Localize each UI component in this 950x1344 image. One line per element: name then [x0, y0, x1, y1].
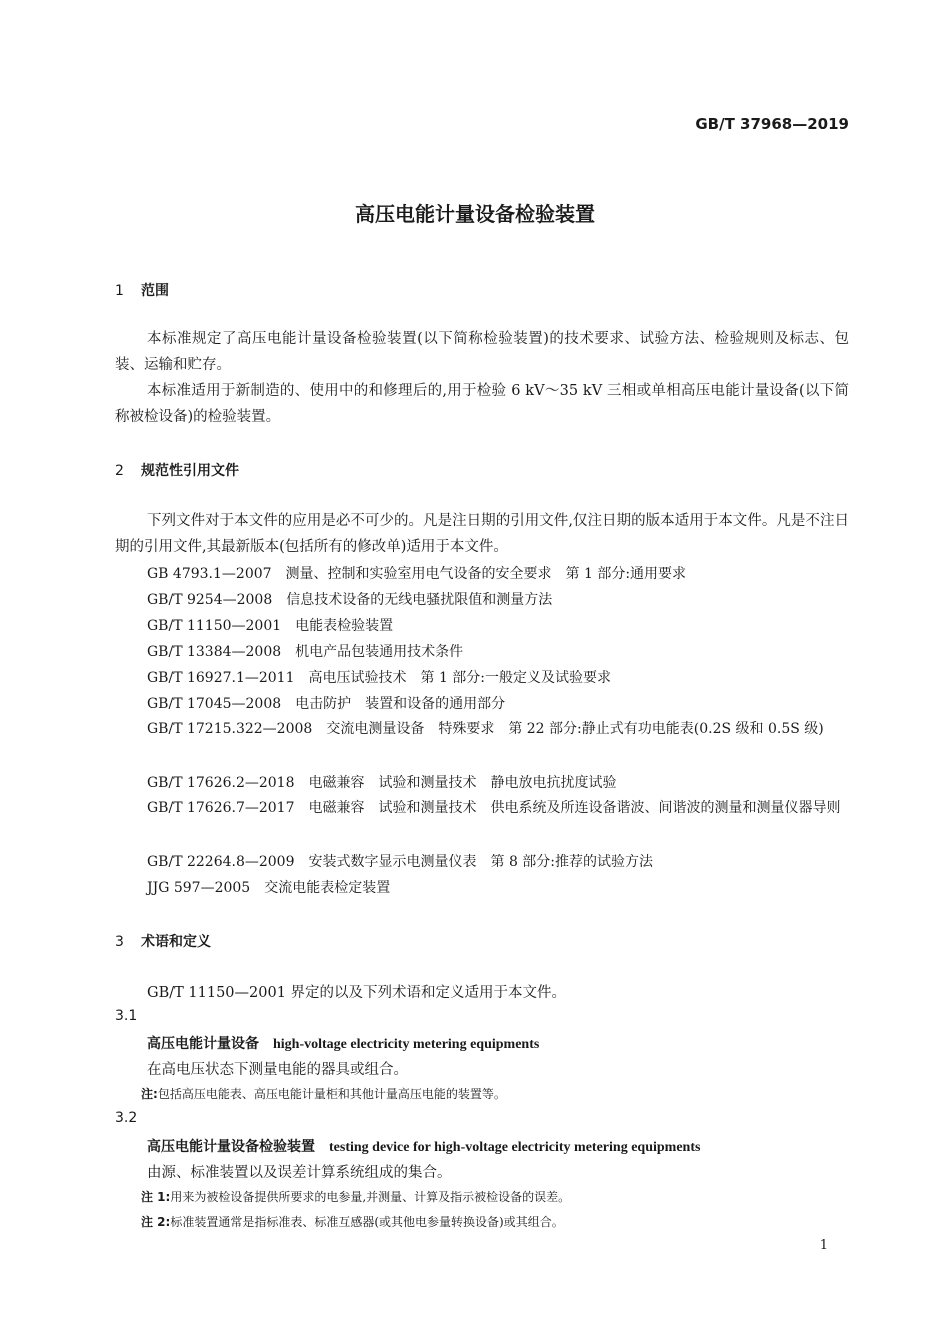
- term-note: [141, 1213, 564, 1230]
- section-title: 范围: [141, 283, 169, 299]
- term-definition: 在高电压状态下测量电能的器具或组合。: [147, 1062, 408, 1078]
- section-number: 2: [115, 463, 124, 479]
- reference-item: GB/T 11150—2001 电能表检验装置: [147, 618, 394, 634]
- reference-item: GB/T 17215.322—2008 交流电测量设备 特殊要求 第 22 部分:静止式有功电能表(0.2S 级和 0.5S 级): [147, 721, 824, 737]
- term-english: testing device for high-voltage electricity metering equipments: [329, 1140, 701, 1155]
- term-heading: [147, 1033, 539, 1053]
- document-title: 高压电能计量设备检验装置: [355, 202, 595, 226]
- term-chinese: 高压电能计量设备检验装置: [147, 1139, 315, 1155]
- section-3-heading: [115, 931, 211, 951]
- term-heading: [147, 1136, 700, 1156]
- section-2-intro: 下列文件对于本文件的应用是必不可少的。凡是注日期的引用文件,仅注日期的版本适用于本文件。凡是不注日期的引用文件,其最新版本(包括所有的修改单)适用于本文件。: [115, 513, 849, 555]
- reference-item: JJG 597—2005 交流电能表检定装置: [147, 880, 391, 896]
- term-chinese: 高压电能计量设备: [147, 1036, 259, 1052]
- term-note: [141, 1085, 506, 1102]
- note-text: 用来为被检设备提供所要求的电参量,并测量、计算及指示被检设备的误差。: [170, 1190, 571, 1204]
- reference-item: GB/T 17626.2—2018 电磁兼容 试验和测量技术 静电放电抗扰度试验: [147, 775, 617, 791]
- standard-code: GB/T 37968—2019: [695, 115, 849, 133]
- section-1-heading: [115, 280, 169, 300]
- reference-item: GB/T 22264.8—2009 安装式数字显示电测量仪表 第 8 部分:推荐的试验方法: [147, 854, 654, 870]
- note-label: 注 2:: [141, 1215, 171, 1229]
- term-english: high-voltage electricity metering equipments: [273, 1037, 540, 1052]
- section-1-paragraph-2: 本标准适用于新制造的、使用中的和修理后的,用于检验 6 kV～35 kV 三相或单相高压电能计量设备(以下简称被检设备)的检验装置。: [115, 383, 849, 425]
- reference-item: GB/T 17626.7—2017 电磁兼容 试验和测量技术 供电系统及所连设备谐波、间谐波的测量和测量仪器导则: [147, 800, 841, 816]
- note-text: 标准装置通常是指标准表、标准互感器(或其他电参量转换设备)或其组合。: [170, 1215, 564, 1229]
- reference-item: GB/T 13384—2008 机电产品包装通用技术条件: [147, 644, 464, 660]
- term-note: [141, 1188, 570, 1205]
- reference-item: GB/T 16927.1—2011 高电压试验技术 第 1 部分:一般定义及试验要求: [147, 670, 612, 686]
- reference-item: GB 4793.1—2007 测量、控制和实验室用电气设备的安全要求 第 1 部分:通用要求: [147, 566, 687, 582]
- section-number: 3: [115, 934, 124, 950]
- section-title: 术语和定义: [141, 934, 211, 950]
- section-number: 1: [115, 283, 124, 299]
- section-3-intro: GB/T 11150—2001 界定的以及下列术语和定义适用于本文件。: [147, 985, 567, 1001]
- section-title: 规范性引用文件: [141, 463, 239, 479]
- note-label: 注:: [141, 1087, 158, 1101]
- note-text: 包括高压电能表、高压电能计量柜和其他计量高压电能的装置等。: [157, 1087, 506, 1101]
- term-definition: 由源、标准装置以及误差计算系统组成的集合。: [147, 1165, 452, 1181]
- page-number: 1: [819, 1238, 828, 1253]
- term-number: 3.2: [115, 1110, 138, 1126]
- note-label: 注 1:: [141, 1190, 171, 1204]
- reference-item: GB/T 9254—2008 信息技术设备的无线电骚扰限值和测量方法: [147, 592, 553, 608]
- reference-item: GB/T 17045—2008 电击防护 装置和设备的通用部分: [147, 696, 506, 712]
- section-1-paragraph-1: 本标准规定了高压电能计量设备检验装置(以下简称检验装置)的技术要求、试验方法、检验规则及标志、包装、运输和贮存。: [115, 331, 849, 373]
- section-2-heading: [115, 460, 239, 480]
- term-number: 3.1: [115, 1008, 138, 1024]
